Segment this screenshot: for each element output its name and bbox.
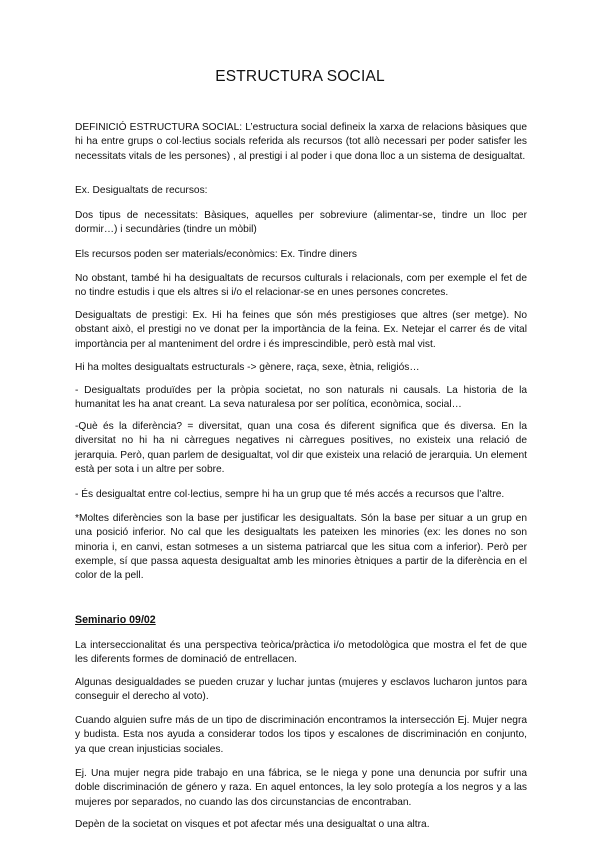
paragraph: DEFINICIÓ ESTRUCTURA SOCIAL: L’estructura social defineix la xarxa de relacions bàsiques que hi ha entre grups o col·lectius socials referida als recursos (tot allò necessari per poder satisfer les necessitats vitals de les persones) , al prestigi i al poder i que dona lloc a un sistema de desigualtat. (75, 122, 527, 162)
paragraph: Ex. Desigualtats de recursos: (75, 185, 208, 196)
paragraph: Desigualtats de prestigi: Ex. Hi ha feines que són més prestigioses que altres (ser metge). No obstant això, el prestigi no ve donat per la importància de la feina. Ex. Netejar el carrer és de vital importància per al manteniment del ordre i és imprescindible, però està mal vist. (75, 310, 527, 350)
paragraph: *Moltes diferències son la base per justificar les desigualtats. Són la base per situar a un grup en una posició inferior. No cal que les desigualtats les pateixen les minories (ex: les dones no son minoria i, en canvi, estan sotmeses a un sistema patriarcal que les situa com a inferior). Però per exemple, sí que passa aquesta desigualtat amb les minories ètniques a partir de la diferència en el color de la pell. (75, 513, 527, 582)
seminar-heading: Seminario 09/02 (75, 614, 156, 626)
paragraph: Dos tipus de necessitats: Bàsiques, aquelles per sobreviure (alimentar-se, tindre un lloc per dormir…) i secundàries (tindre un mòbil) (75, 210, 527, 236)
paragraph: Cuando alguien sufre más de un tipo de discriminación encontramos la intersección Ej. Mujer negra y budista. Esta nos ayuda a considerar todos los tipos y escalones de discriminación en conjunto, ya que crean injusticias sociales. (75, 715, 527, 755)
paragraph: - És desigualtat entre col·lectius, sempre hi ha un grup que té més accés a recursos que l’altre. (75, 489, 505, 500)
paragraph: Algunas desigualdades se pueden cruzar y luchar juntas (mujeres y esclavos lucharon juntos para conseguir el derecho al voto). (75, 677, 527, 703)
paragraph: No obstant, també hi ha desigualtats de recursos culturals i relacionals, com per exemple el fet de no tindre estudis i que els altres si i/o el relacionar-se en unes persones concretes. (75, 273, 527, 299)
paragraph: Hi ha moltes desigualtats estructurals -> gènere, raça, sexe, ètnia, religiós… (75, 362, 420, 373)
paragraph: -Què és la diferència? = diversitat, quan una cosa és diferent significa que és diversa. En la diversitat no hi ha ni càrregues negatives ni càrregues positives, no existeix una relació de jerarquia. Però, quan parlem de desigualtat, vol dir que existeix una relació de jerarquia. Un element està per sota i un altre per sobre. (75, 421, 527, 475)
paragraph: - Desigualtats produïdes per la pròpia societat, no son naturals ni causals. La historia de la humanitat les ha anat creant. La seva naturalesa por ser política, econòmica, social… (75, 385, 527, 411)
paragraph: Els recursos poden ser materials/econòmics: Ex. Tindre diners (75, 249, 357, 260)
paragraph: La interseccionalitat és una perspectiva teòrica/pràctica i/o metodològica que mostra el fet de que les diferents formes de dominació de entrellacen. (75, 640, 527, 666)
page-title: ESTRUCTURA SOCIAL (215, 68, 385, 85)
paragraph: Depèn de la societat on visques et pot afectar més una desigualtat o una altra. (75, 819, 430, 830)
paragraph: Ej. Una mujer negra pide trabajo en una fábrica, se le niega y pone una denuncia por sufrir una doble discriminación de género y raza. En aquel entonces, la ley solo protegía a los negros y a las mujeres por separados, no cuando las dos circunstancias de encontraban. (75, 768, 527, 808)
